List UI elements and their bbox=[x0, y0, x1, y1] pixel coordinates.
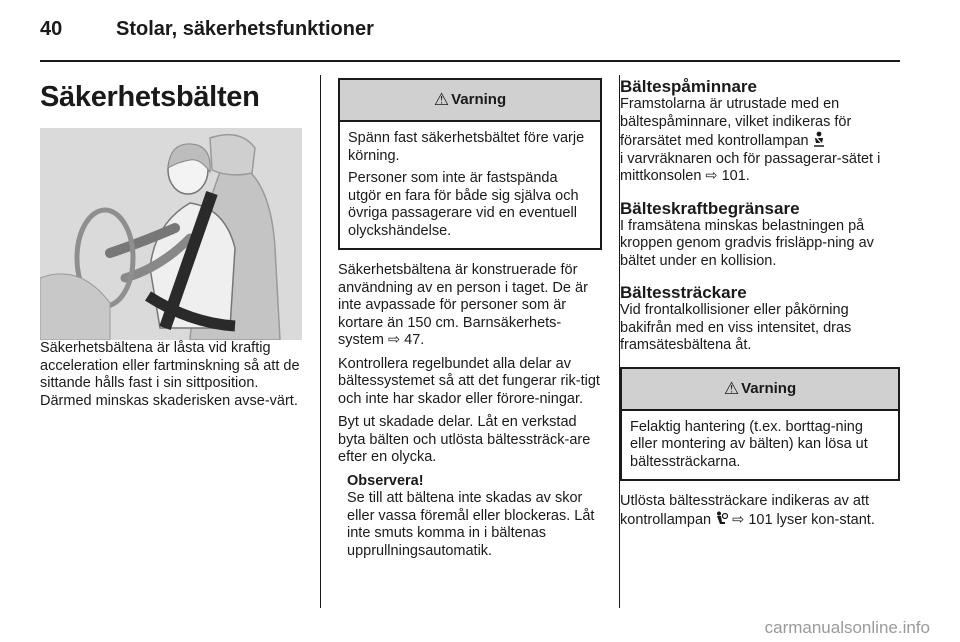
seatbelt-icon bbox=[813, 131, 825, 147]
body-text: Vid frontalkollisioner eller påkörning bakifrån med en viss intensitet, dras framsätesbältena åt. bbox=[620, 302, 852, 353]
body-text: Utlösta bältessträckare indikeras av att kontrollampan bbox=[620, 493, 870, 528]
body-text: I framsätena minskas belastningen på kroppen genom gradvis frisläpp-ning av bältet under en kollision. bbox=[620, 217, 874, 269]
reminder-section bbox=[620, 78, 900, 186]
warning-box bbox=[620, 367, 900, 482]
column-3 bbox=[620, 78, 900, 529]
subsection-title: Bälteskraftbegränsare bbox=[620, 198, 800, 218]
warning-text: Spänn fast säkerhetsbältet före varje körning. bbox=[348, 130, 585, 164]
note-text: Se till att bältena inte skadas av skor eller vassa föremål eller blockeras. Låt inte smuts komma in i bältenas upprullningsautomatik. bbox=[347, 490, 595, 559]
body-paragraph: Byt ut skadade delar. Låt en verkstad byta bälten och utlösta bältessträck-are efter en olycka. bbox=[338, 414, 591, 465]
header-rule bbox=[40, 60, 900, 62]
seatbelt-illustration bbox=[40, 128, 302, 340]
warning-triangle-icon: ⚠ bbox=[723, 378, 740, 398]
warning-label: Varning bbox=[451, 91, 507, 109]
watermark: carmanualsonline.info bbox=[764, 618, 930, 637]
running-title: Stolar, säkerhetsfunktioner bbox=[116, 18, 374, 40]
note-block bbox=[347, 473, 602, 561]
column-2 bbox=[338, 78, 602, 560]
illustration-caption: Säkerhetsbältena är låsta vid kraftig acceleration eller fartminskning så att de sittande hålls fast i sin sittposition. Därmed minskas skaderisken avse-värt. bbox=[40, 340, 300, 409]
body-text: ⇨ 101 lyser kon-stant. bbox=[732, 511, 875, 528]
note-title: Observera! bbox=[347, 472, 424, 489]
body-paragraph: Kontrollera regelbundet alla delar av bältessystemet så att det fungerar rik-tigt och inte har skador eller förore-ningar. bbox=[338, 355, 600, 407]
subsection-title: Bältessträckare bbox=[620, 283, 747, 302]
pretensioner-section bbox=[620, 284, 900, 355]
column-divider-left bbox=[320, 75, 321, 608]
body-text: i varvräknaren och för passagerar-sätet i mittkonsolen ⇨ 101. bbox=[620, 150, 881, 184]
warning-text: Personer som inte är fastspända utgör en fara för både sig själva och övriga passagerare vid en eventuell olyckshändelse. bbox=[348, 170, 579, 239]
section-title: Säkerhetsbälten bbox=[40, 81, 260, 113]
limiter-section bbox=[620, 200, 900, 271]
warning-text: Felaktig hantering (t.ex. borttag-ning eller montering av bälten) kan lösa ut bältessträckarna. bbox=[630, 418, 868, 470]
warning-body bbox=[340, 122, 600, 248]
warning-header bbox=[622, 369, 898, 411]
body-text: Framstolarna är utrustade med en bältespåminnare, vilket indikeras för förarsätet med kontrollampan bbox=[620, 96, 852, 149]
page-header bbox=[40, 18, 920, 48]
warning-body bbox=[622, 411, 898, 480]
column-1 bbox=[40, 78, 302, 416]
warning-box bbox=[338, 78, 602, 250]
warning-header bbox=[340, 80, 600, 122]
body-paragraph: Säkerhetsbältena är konstruerade för användning av en person i taget. De är inte avpassade för personer som är kortare än 150 cm. Barnsäkerhets-system ⇨ 47. bbox=[338, 262, 588, 348]
warning-label: Varning bbox=[741, 379, 797, 397]
airbag-person-icon bbox=[715, 511, 728, 526]
warning-triangle-icon: ⚠ bbox=[433, 90, 450, 110]
subsection-title: Bältespåminnare bbox=[620, 77, 757, 96]
page-number: 40 bbox=[40, 18, 63, 40]
